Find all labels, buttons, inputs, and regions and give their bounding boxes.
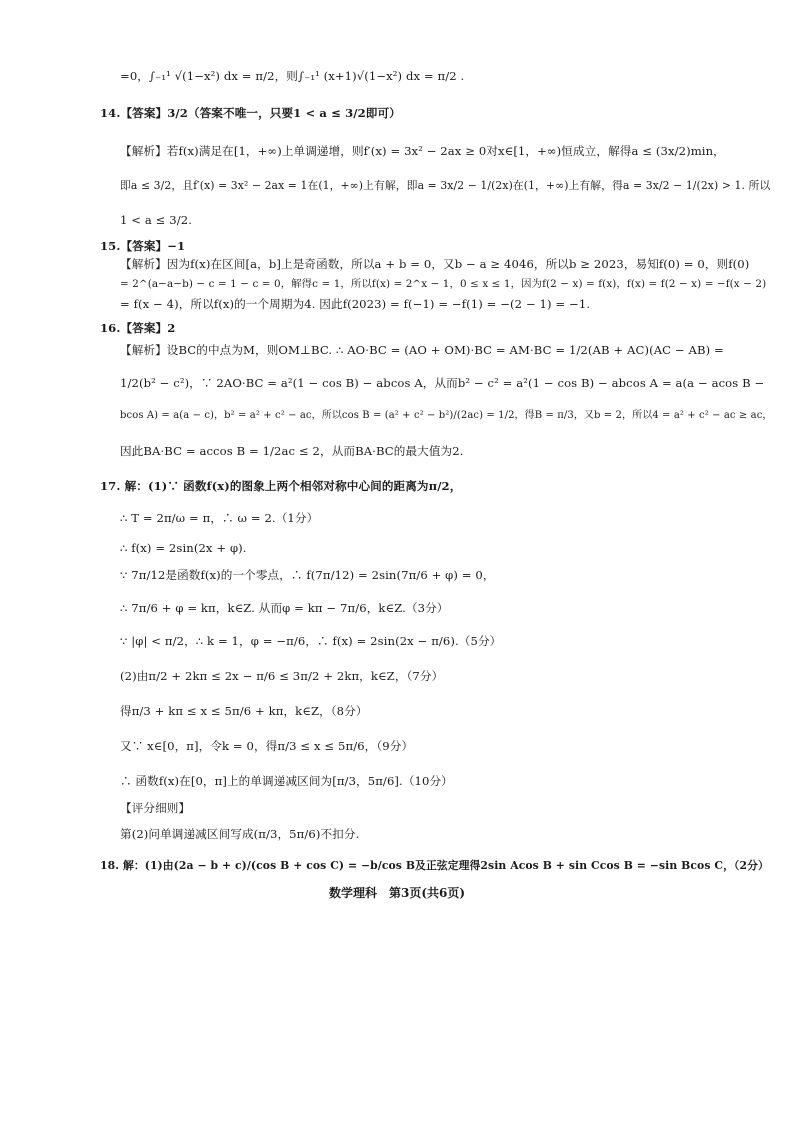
solution-18: 18. 解：(1)由(2a − b + c)/(cos B + cos C) = −b/cos B及正弦定理得2sin Acos B + sin Ccos B = −sin Bcos C，（2分） bbox=[100, 859, 769, 872]
text-line: 因此BA·BC = accos B = 1/2ac ≤ 2，从而BA·BC的最大值为2. bbox=[120, 444, 464, 458]
text-line: 【解析】设BC的中点为M，则OM⊥BC. ∴ AO·BC = (AO + OM)·BC = AM·BC = 1/2(AB + AC)(AC − AB) = bbox=[120, 343, 724, 357]
text-line: ∵ |φ| < π/2，∴ k = 1，φ = −π/6，∴ f(x) = 2sin(2x − π/6).（5分） bbox=[120, 634, 502, 648]
text-line: 即a ≤ 3/2，且f′(x) = 3x² − 2ax = 1在(1，+∞)上有解，即a = 3x/2 − 1/(2x)在(1，+∞)上有解，得a = 3x/2 − 1/(2x) > 1. 所以 bbox=[120, 179, 771, 192]
text-line: bcos A) = a(a − c)，b² = a² + c² − ac，所以cos B = (a² + c² − b²)/(2ac) = 1/2，得B = π/3，又b = 2，所以4 = a² + c² − ac ≥ ac， bbox=[120, 410, 773, 421]
text-line: (2)由π/2 + 2kπ ≤ 2x − π/6 ≤ 3π/2 + 2kπ，k∈Z，（7分） bbox=[120, 669, 444, 683]
answer-15: 15.【答案】−1 bbox=[100, 239, 186, 253]
text-line: = f(x − 4)，所以f(x)的一个周期为4. 因此f(2023) = f(−1) = −f(1) = −(2 − 1) = −1. bbox=[120, 297, 591, 311]
text-line: =0，∫₋₁¹ √(1−x²) dx = π/2，则∫₋₁¹ (x+1)√(1−x²) dx = π/2 . bbox=[120, 69, 465, 83]
text-line: 1/2(b² − c²)，∵ 2AO·BC = a²(1 − cos B) − abcos A，从而b² − c² = a²(1 − cos B) − abcos A = a(a − acos B − bbox=[120, 376, 765, 390]
text-line: ∴ 函数f(x)在[0，π]上的单调递减区间为[π/3，5π/6].（10分） bbox=[120, 774, 453, 788]
text-line: 【解析】因为f(x)在区间[a，b]上是奇函数，所以a + b = 0，又b − a ≥ 4046，所以b ≥ 2023，易知f(0) = 0，则f(0) bbox=[120, 257, 750, 271]
answer-14: 14.【答案】3/2（答案不唯一，只要1 < a ≤ 3/2即可） bbox=[100, 106, 401, 120]
solution-17: 17. 解：(1)∵ 函数f(x)的图象上两个相邻对称中心间的距离为π/2， bbox=[100, 479, 462, 493]
text-line: ∴ 7π/6 + φ = kπ，k∈Z. 从而φ = kπ − 7π/6，k∈Z.（3分） bbox=[120, 601, 449, 615]
text-line: = 2^(a−a−b) − c = 1 − c = 0，解得c = 1，所以f(x) = 2^x − 1，0 ≤ x ≤ 1，因为f(2 − x) = f(x)，f(x) = f(2 − x) = −f(x − 2) bbox=[120, 278, 767, 290]
text-line: 第(2)问单调递减区间写成(π/3，5π/6)不扣分. bbox=[120, 827, 360, 841]
text-line: 【解析】若f(x)满足在[1，+∞)上单调递增，则f′(x) = 3x² − 2ax ≥ 0对x∈[1，+∞)恒成立，解得a ≤ (3x/2)min， bbox=[120, 144, 725, 158]
text-line: 得π/3 + kπ ≤ x ≤ 5π/6 + kπ，k∈Z，（8分） bbox=[120, 704, 368, 718]
text-line: 又∵ x∈[0，π]，令k = 0，得π/3 ≤ x ≤ 5π/6，（9分） bbox=[120, 739, 414, 753]
grading-rules-heading: 【评分细则】 bbox=[120, 801, 191, 815]
text-line: ∴ T = 2π/ω = π，∴ ω = 2.（1分） bbox=[120, 511, 319, 525]
page-footer: 数学理科 第3页(共6页) bbox=[328, 886, 466, 900]
answer-16: 16.【答案】2 bbox=[100, 321, 176, 335]
text-line: ∵ 7π/12是函数f(x)的一个零点，∴ f(7π/12) = 2sin(7π/6 + φ) = 0， bbox=[120, 568, 495, 582]
text-line: ∴ f(x) = 2sin(2x + φ). bbox=[120, 541, 247, 555]
text-line: 1 < a ≤ 3/2. bbox=[120, 213, 193, 227]
